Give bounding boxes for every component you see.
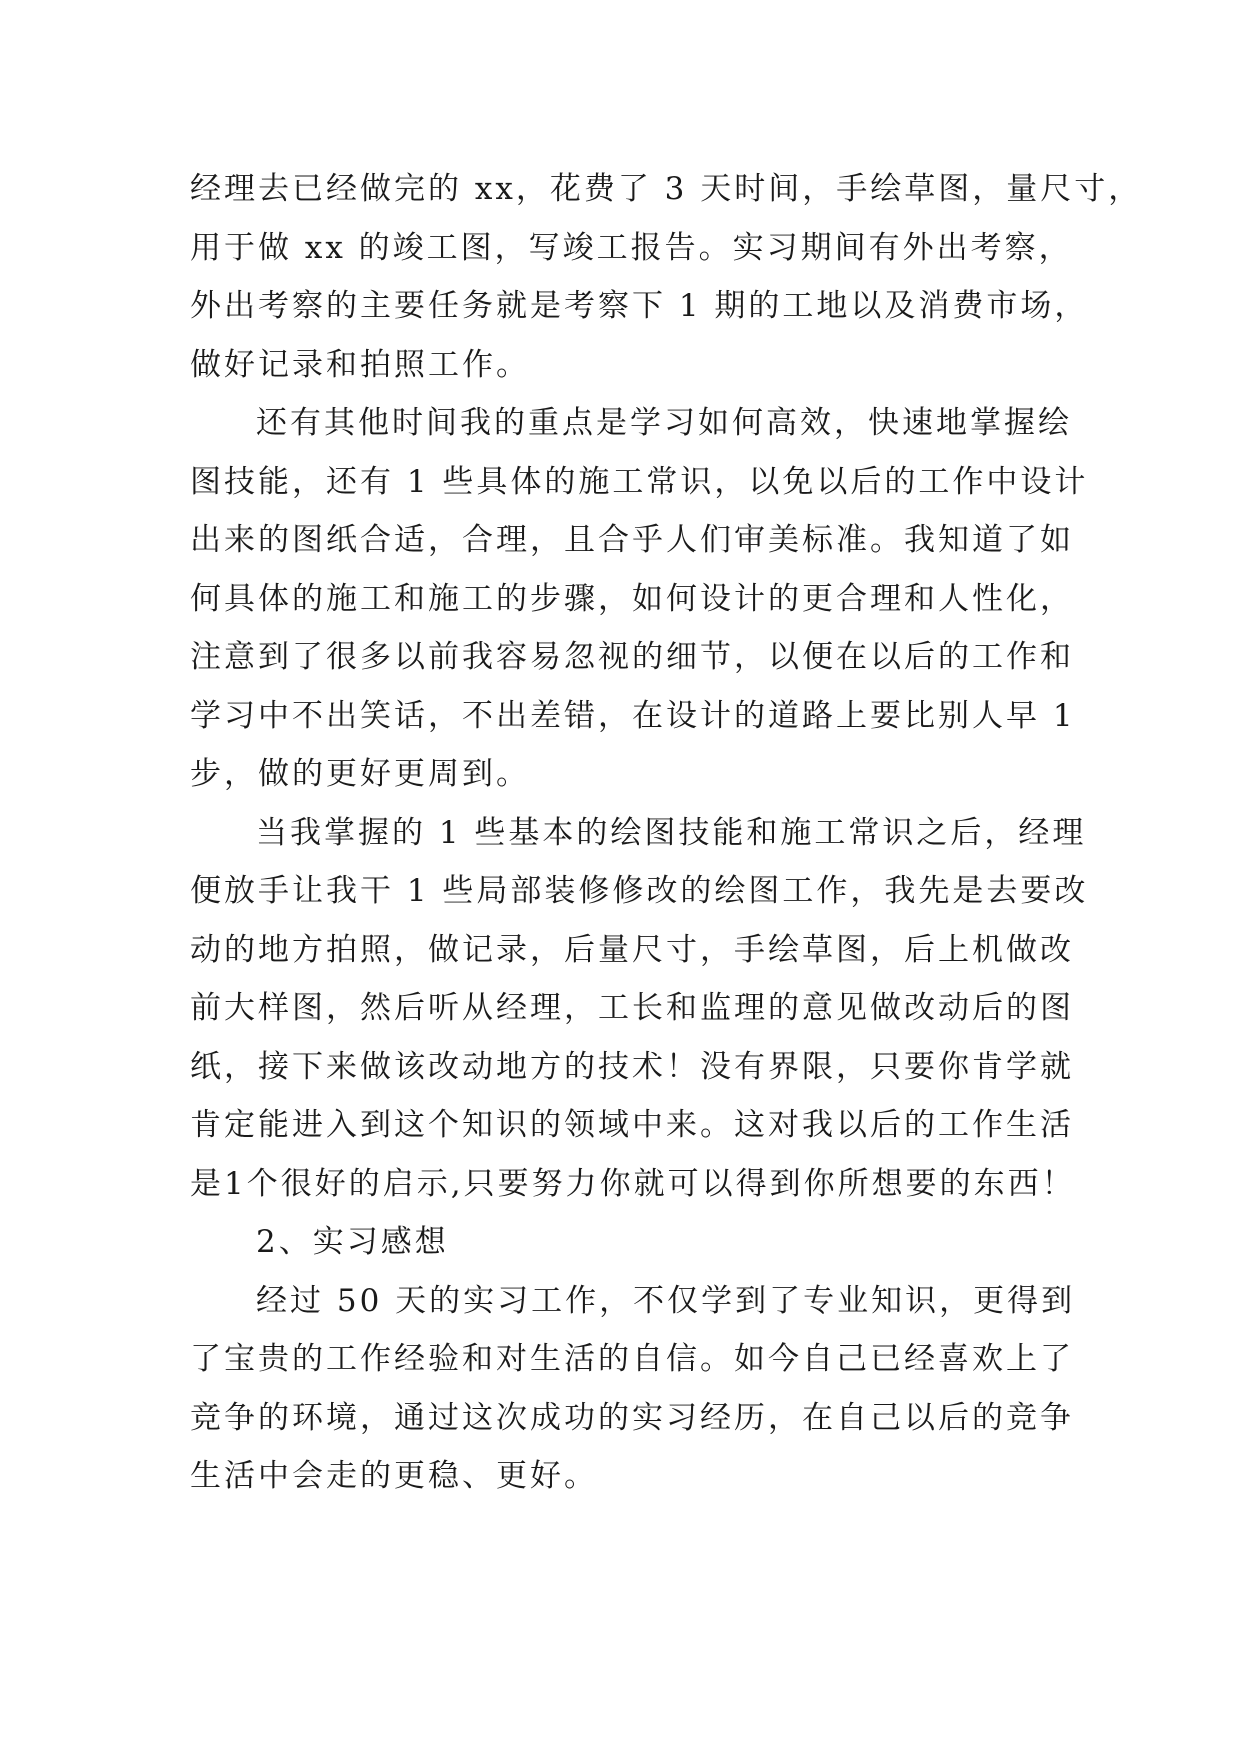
text-line: 了宝贵的工作经验和对生活的自信。如今自己已经喜欢上了: [190, 1341, 1074, 1377]
text-line: 出来的图纸合适，合理，且合乎人们审美标准。我知道了如: [190, 522, 1074, 558]
text-line: 注意到了很多以前我容易忽视的细节，以便在以后的工作和: [190, 639, 1074, 675]
text-line: 肯定能进入到这个知识的领域中来。这对我以后的工作生活: [190, 1107, 1074, 1143]
text-line: 是1个很好的启示,只要努力你就可以得到你所想要的东西！: [190, 1165, 1076, 1202]
text-line: 图技能，还有 1 些具体的施工常识，以免以后的工作中设计: [190, 463, 1089, 500]
text-line: 经理去已经做完的 xx，花费了 3 天时间，手绘草图，量尺寸，: [190, 171, 1143, 207]
text-line: 何具体的施工和施工的步骤，如何设计的更合理和人性化，: [190, 580, 1074, 617]
text-line: 纸，接下来做该改动地方的技术！没有界限，只要你肯学就: [190, 1048, 1074, 1085]
text-line: 步，做的更好更周到。: [190, 756, 530, 792]
body-text: [190, 160, 1143, 1506]
text-line: 生活中会走的更稳、更好。: [190, 1458, 598, 1494]
paragraph-first-line: 当我掌握的 1 些基本的绘图技能和施工常识之后，经理: [256, 814, 1087, 851]
text-line: 外出考察的主要任务就是考察下 1 期的工地以及消费市场，: [190, 288, 1089, 324]
text-line: 学习中不出笑话，不出差错，在设计的道路上要比别人早 1: [190, 697, 1076, 734]
text-line: 前大样图，然后听从经理，工长和监理的意见做改动后的图: [190, 990, 1074, 1026]
text-line: 做好记录和拍照工作。: [190, 346, 530, 383]
text-line: 便放手让我干 1 些局部装修修改的绘图工作，我先是去要改: [190, 873, 1089, 909]
section-heading: 2、实习感想: [256, 1224, 449, 1260]
text-line: 用于做 xx 的竣工图，写竣工报告。实习期间有外出考察，: [190, 229, 1073, 266]
text-line: 竞争的环境，通过这次成功的实习经历，在自己以后的竞争: [190, 1399, 1074, 1436]
paragraph-first-line: 还有其他时间我的重点是学习如何高效，快速地掌握绘: [256, 405, 1072, 441]
paragraph-first-line: 经过 50 天的实习工作，不仅学到了专业知识，更得到: [256, 1282, 1076, 1319]
text-line: 动的地方拍照，做记录，后量尺寸，手绘草图，后上机做改: [190, 931, 1074, 968]
